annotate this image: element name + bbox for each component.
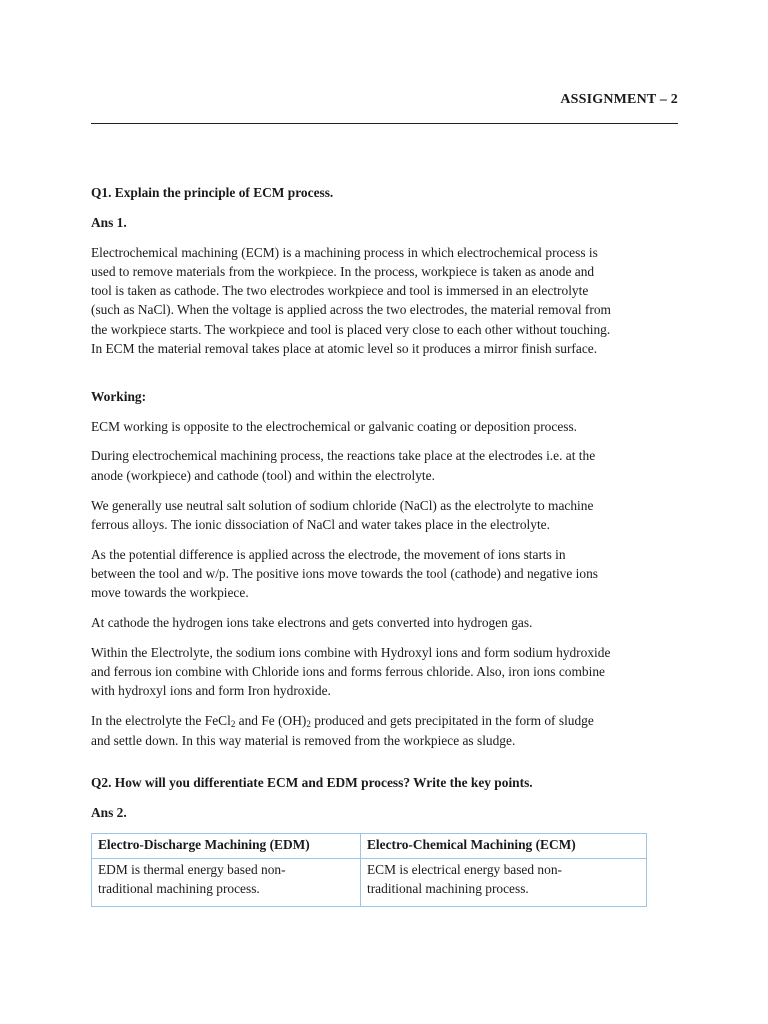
question-1: Q1. Explain the principle of ECM process. xyxy=(91,185,334,200)
working-paragraph-3: We generally use neutral salt solution of sodium chloride (NaCl) as the electrolyte to machine ferrous alloys. The ionic dissociation of NaCl and water takes place in the electrolyte. xyxy=(91,497,594,532)
document-body xyxy=(91,183,678,907)
question-2: Q2. How will you differentiate ECM and EDM process? Write the key points. xyxy=(91,775,533,791)
table-cell-edm: EDM is thermal energy based non- traditional machining process. xyxy=(92,858,361,906)
working-paragraph-7: In the electrolyte the FeCl$_2$ and Fe $(OH)_2$ produced and gets precipitated in the form of sludge and settle down. In this way material is removed from the workpiece as sludge. xyxy=(91,713,594,748)
answer-2-label: Ans 2. xyxy=(91,805,127,821)
table-header-edm: Electro-Discharge Machining (EDM) xyxy=(92,833,361,858)
answer-1-paragraph: Electrochemical machining (ECM) is a machining process in which electrochemical process is used to remove materials from the workpiece. In the process, workpiece is taken as anode and tool is taken as cathode. The two electrodes workpiece and tool is immersed in an electrolyte (such as NaCl). When the voltage is applied across the two electrodes, the material removal from the workpiece starts. The workpiece and tool is placed very close to each other without touching. In ECM the material removal takes place at atomic level so it produces a mirror finish surface. xyxy=(91,244,611,357)
assignment-title: ASSIGNMENT – 2 xyxy=(560,92,678,107)
working-paragraph-5: At cathode the hydrogen ions take electrons and gets converted into hydrogen gas. xyxy=(91,615,533,631)
working-paragraph-2: During electrochemical machining process, the reactions take place at the electrodes i.e. at the anode (workpiece) and cathode (tool) and within the electrolyte. xyxy=(91,448,596,483)
answer-1-label: Ans 1. xyxy=(91,214,127,230)
table-header-row xyxy=(92,833,647,858)
working-paragraph-6: Within the Electrolyte, the sodium ions combine with Hydroxyl ions and form sodium hydroxide and ferrous ion combine with Chloride ions and forms ferrous chloride. Also, iron ions combine with hydroxyl ions and form Iron hydroxide. xyxy=(91,644,611,699)
table-row xyxy=(92,858,647,906)
working-paragraph-4: As the potential difference is applied across the electrode, the movement of ions starts in between the tool and w/p. The positive ions move towards the tool (cathode) and negative ions move towards the workpiece. xyxy=(91,546,598,601)
header-divider xyxy=(91,123,678,124)
working-paragraph-1: ECM working is opposite to the electrochemical or galvanic coating or deposition process. xyxy=(91,418,578,434)
table-header-ecm: Electro-Chemical Machining (ECM) xyxy=(361,833,647,858)
comparison-table xyxy=(91,833,647,907)
working-heading: Working: xyxy=(91,388,147,404)
table-cell-ecm: ECM is electrical energy based non- traditional machining process. xyxy=(361,858,647,906)
